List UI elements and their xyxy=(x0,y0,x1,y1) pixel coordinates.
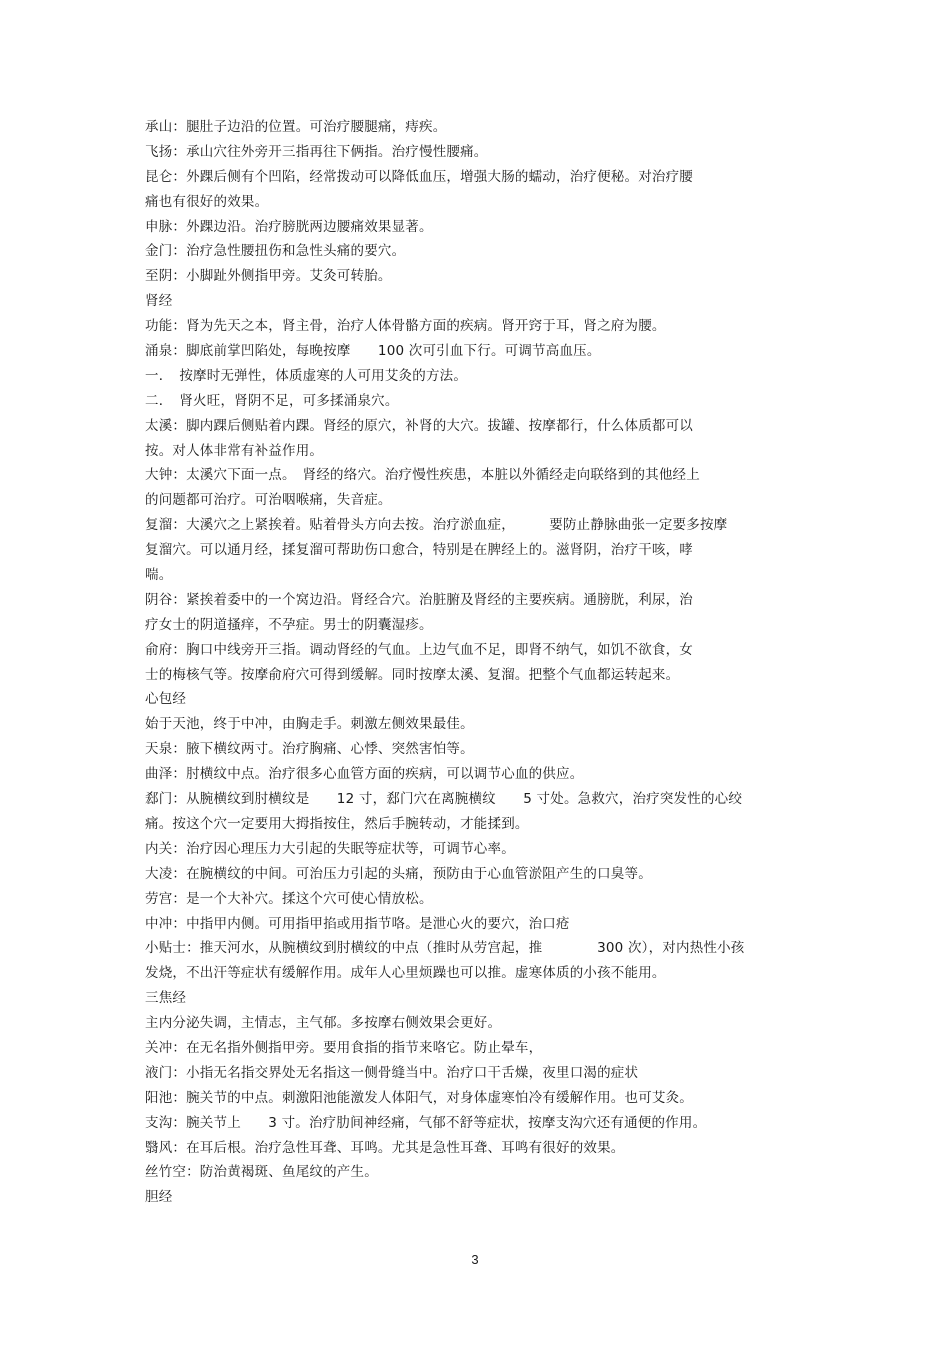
text-line: 申脉：外踝边沿。治疗膀胱两边腰痛效果显著。 xyxy=(145,218,433,235)
text-line: 曲泽：肘横纹中点。治疗很多心血管方面的疾病，可以调节心血的供应。 xyxy=(145,766,584,783)
text-line: 劳宫：是一个大补穴。揉这个穴可使心情放松。 xyxy=(145,890,433,907)
text-line: 疗女士的阴道搔痒，不孕症。男士的阴囊湿疹。 xyxy=(145,616,433,633)
text-body xyxy=(145,118,805,1213)
text-line: 复溜穴。可以通月经，揉复溜可帮助伤口愈合，特别是在脾经上的。滋肾阴，治疗干咳，哮 xyxy=(145,542,693,559)
text-line: 大钟：太溪穴下面一点。 肾经的络穴。治疗慢性疾患，本脏以外循经走向联络到的其他经上 xyxy=(145,467,700,484)
text-line: 飞扬：承山穴往外旁开三指再往下俩指。治疗慢性腰痛。 xyxy=(145,143,488,160)
text-line: 的问题都可治疗。可治咽喉痛，失音症。 xyxy=(145,492,392,509)
text-line: 内关：治疗因心理压力大引起的失眠等症状等，可调节心率。 xyxy=(145,840,515,857)
section-heading: 心包经 xyxy=(145,691,187,708)
text-line: 翳风：在耳后根。治疗急性耳聋、耳鸣。尤其是急性耳聋、耳鸣有很好的效果。 xyxy=(145,1139,625,1156)
section-heading: 胆经 xyxy=(145,1189,173,1206)
text-line: 主内分泌失调，主情志，主气郁。多按摩右侧效果会更好。 xyxy=(145,1015,502,1032)
text-line: 士的梅核气等。按摩俞府穴可得到缓解。同时按摩太溪、复溜。把整个气血都运转起来。 xyxy=(145,666,680,683)
text-line: 阳池：腕关节的中点。刺激阳池能激发人体阳气，对身体虚寒怕冷有缓解作用。也可艾灸。 xyxy=(145,1089,693,1106)
text-line: 小贴士：推天河水，从腕横纹到肘横纹的中点（推时从劳宫起，推 300 次），对内热性小孩 xyxy=(145,940,745,957)
page-number: 3 xyxy=(471,1252,479,1267)
text-line: 大凌：在腕横纹的中间。可治压力引起的头痛，预防由于心血管淤阻产生的口臭等。 xyxy=(145,865,652,882)
section-heading: 三焦经 xyxy=(145,990,187,1007)
text-line: 按。对人体非常有补益作用。 xyxy=(145,442,324,459)
text-line: 中冲：中指甲内侧。可用指甲掐或用指节咯。是泄心火的要穴，治口疮 xyxy=(145,915,570,932)
text-line: 承山：腿肚子边沿的位置。可治疗腰腿痛，痔疾。 xyxy=(145,119,447,135)
text-line: 太溪：脚内踝后侧贴着内踝。肾经的原穴，补肾的大穴。拔罐、按摩都行，什么体质都可以 xyxy=(145,417,693,434)
text-line: 二． 肾火旺，肾阴不足，可多揉涌泉穴。 xyxy=(145,392,399,409)
text-line: 关冲：在无名指外侧指甲旁。要用食指的指节来咯它。防止晕车， xyxy=(145,1039,543,1056)
text-line: 天泉：腋下横纹两寸。治疗胸痛、心悸、突然害怕等。 xyxy=(145,741,474,758)
text-line: 丝竹空：防治黄褐斑、鱼尾纹的产生。 xyxy=(145,1164,378,1181)
text-line: 支沟：腕关节上 3 寸。治疗肋间神经痛，气郁不舒等症状，按摩支沟穴还有通便的作用。 xyxy=(145,1114,707,1131)
text-line: 喘。 xyxy=(145,567,173,584)
text-line: 郄门：从腕横纹到肘横纹是 12 寸，郄门穴在离腕横纹 5 寸处。急救穴，治疗突发性的心绞 xyxy=(145,791,743,808)
text-line: 至阴：小脚趾外侧指甲旁。艾灸可转胎。 xyxy=(145,268,392,285)
text-line: 金门：治疗急性腰扭伤和急性头痛的要穴。 xyxy=(145,243,406,260)
text-line: 昆仑：外踝后侧有个凹陷，经常拨动可以降低血压，增强大肠的蠕动，治疗便秘。对治疗腰 xyxy=(145,168,693,185)
text-line: 功能：肾为先天之本，肾主骨，治疗人体骨骼方面的疾病。肾开窍于耳，肾之府为腰。 xyxy=(145,318,666,335)
text-line: 一． 按摩时无弹性，体质虚寒的人可用艾灸的方法。 xyxy=(145,367,468,384)
text-line: 涌泉：脚底前掌凹陷处，每晚按摩 100 次可引血下行。可调节高血压。 xyxy=(145,343,601,360)
text-line: 痛也有很好的效果。 xyxy=(145,193,269,210)
text-line: 痛。按这个穴一定要用大拇指按住，然后手腕转动，才能揉到。 xyxy=(145,815,529,832)
text-line: 发烧，不出汗等症状有缓解作用。成年人心里烦躁也可以推。虚寒体质的小孩不能用。 xyxy=(145,965,666,982)
text-line: 复溜：大溪穴之上紧挨着。贴着骨头方向去按。治疗淤血症， 要防止静脉曲张一定要多按摩 xyxy=(145,517,728,534)
text-line: 始于天池，终于中冲，由胸走手。刺激左侧效果最佳。 xyxy=(145,716,474,733)
section-heading: 肾经 xyxy=(145,293,173,310)
text-line: 俞府：胸口中线旁开三指。调动肾经的气血。上边气血不足，即肾不纳气，如饥不欲食，女 xyxy=(145,641,693,658)
text-line: 液门：小指无名指交界处无名指这一侧骨缝当中。治疗口干舌燥，夜里口渴的症状 xyxy=(145,1064,639,1081)
text-line: 阴谷：紧挨着委中的一个窝边沿。肾经合穴。治脏腑及肾经的主要疾病。通膀胱，利尿，治 xyxy=(145,591,693,608)
